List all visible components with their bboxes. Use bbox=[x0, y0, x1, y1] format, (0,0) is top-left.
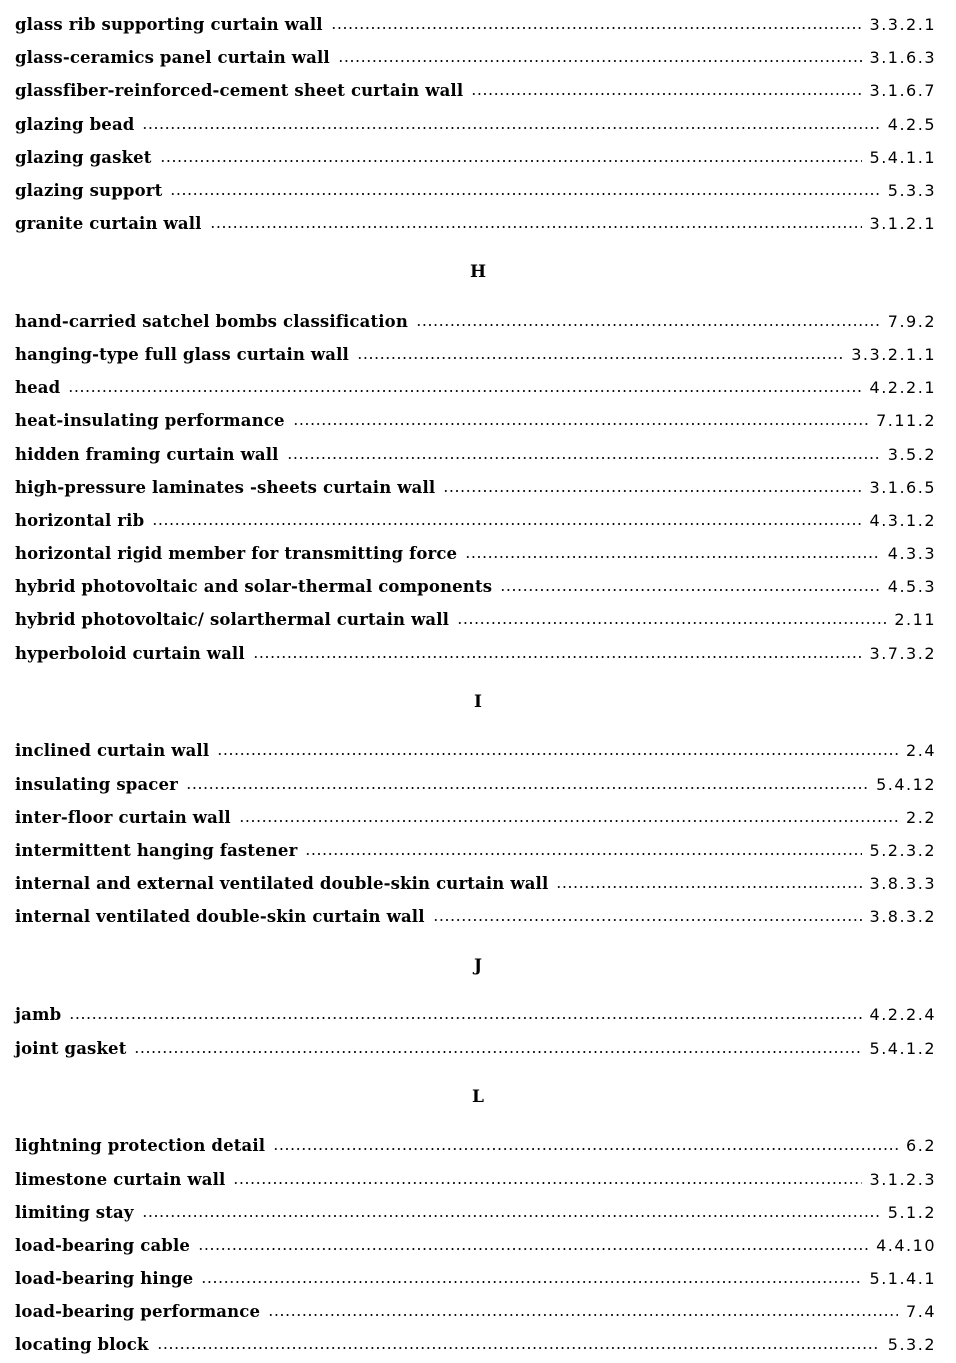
index-clause-ref: 5.1.4.1 bbox=[869, 1268, 936, 1288]
index-term: glazing gasket bbox=[15, 147, 152, 167]
index-clause-ref: 7.4 bbox=[906, 1301, 936, 1321]
index-clause-ref: 5.4.12 bbox=[876, 774, 936, 794]
index-term: intermittent hanging fastener bbox=[15, 840, 298, 860]
dot-leader bbox=[142, 127, 879, 129]
index-entry bbox=[15, 1132, 936, 1158]
index-term: hybrid photovoltaic and solar-thermal components bbox=[15, 576, 493, 596]
index-entry bbox=[15, 210, 936, 236]
index-term: jamb bbox=[15, 1004, 62, 1024]
dot-leader bbox=[433, 919, 862, 921]
index-term: horizontal rib bbox=[15, 510, 145, 530]
index-clause-ref: 3.3.2.1 bbox=[869, 14, 936, 34]
index-entry bbox=[15, 1035, 936, 1061]
index-term: limiting stay bbox=[15, 1202, 134, 1222]
dot-leader bbox=[338, 60, 862, 62]
index-term: insulating spacer bbox=[15, 774, 178, 794]
section-letter-heading: H bbox=[469, 262, 487, 282]
section-letter-heading: J bbox=[473, 956, 483, 976]
index-entry bbox=[15, 737, 936, 763]
dot-leader bbox=[170, 193, 879, 195]
dot-leader bbox=[233, 1182, 861, 1184]
index-entry bbox=[15, 1166, 936, 1192]
index-clause-ref: 4.5.3 bbox=[887, 576, 936, 596]
dot-leader bbox=[69, 1017, 861, 1019]
index-entry bbox=[15, 1001, 936, 1027]
index-clause-ref: 3.8.3.2 bbox=[869, 906, 936, 926]
dot-leader bbox=[198, 1248, 868, 1250]
dot-leader bbox=[210, 226, 862, 228]
dot-leader bbox=[268, 1314, 898, 1316]
index-clause-ref: 7.9.2 bbox=[887, 311, 936, 331]
index-clause-ref: 3.7.3.2 bbox=[869, 643, 936, 663]
index-entry bbox=[15, 77, 936, 103]
dot-leader bbox=[357, 357, 843, 359]
index-term: load-bearing hinge bbox=[15, 1268, 194, 1288]
index-clause-ref: 5.3.2 bbox=[887, 1334, 936, 1354]
index-term: glazing bead bbox=[15, 114, 135, 134]
dot-leader bbox=[471, 93, 861, 95]
dot-leader bbox=[556, 886, 861, 888]
index-entry bbox=[15, 1331, 936, 1357]
index-term: heat-insulating performance bbox=[15, 410, 285, 430]
dot-leader bbox=[253, 656, 862, 658]
dot-leader bbox=[305, 853, 861, 855]
index-clause-ref: 4.2.2.4 bbox=[869, 1004, 936, 1024]
index-term: glazing support bbox=[15, 180, 163, 200]
index-entry bbox=[15, 1298, 936, 1324]
index-clause-ref: 2.2 bbox=[906, 807, 936, 827]
dot-leader bbox=[293, 423, 869, 425]
index-clause-ref: 6.2 bbox=[906, 1135, 936, 1155]
section-letter-heading: L bbox=[472, 1087, 484, 1107]
index-entry bbox=[15, 1232, 936, 1258]
index-clause-ref: 4.4.10 bbox=[876, 1235, 936, 1255]
index-term: high-pressure laminates -sheets curtain wall bbox=[15, 477, 436, 497]
index-term: hybrid photovoltaic/ solarthermal curtain wall bbox=[15, 609, 450, 629]
index-clause-ref: 3.1.2.3 bbox=[869, 1169, 936, 1189]
index-clause-ref: 3.8.3.3 bbox=[869, 873, 936, 893]
index-clause-ref: 3.1.6.3 bbox=[869, 47, 936, 67]
index-term: load-bearing performance bbox=[15, 1301, 261, 1321]
index-clause-ref: 5.2.3.2 bbox=[869, 840, 936, 860]
dot-leader bbox=[465, 556, 880, 558]
index-clause-ref: 3.1.2.1 bbox=[869, 213, 936, 233]
index-entry bbox=[15, 11, 936, 37]
index-entry bbox=[15, 407, 936, 433]
index-entry bbox=[15, 1199, 936, 1225]
dot-leader bbox=[157, 1347, 880, 1349]
index-entry bbox=[15, 474, 936, 500]
index-clause-ref: 4.3.1.2 bbox=[869, 510, 936, 530]
index-entry bbox=[15, 540, 936, 566]
dot-leader bbox=[142, 1215, 880, 1217]
index-entry bbox=[15, 771, 936, 797]
index-clause-ref: 2.4 bbox=[906, 740, 936, 760]
index-term: granite curtain wall bbox=[15, 213, 202, 233]
index-clause-ref: 3.1.6.5 bbox=[869, 477, 936, 497]
dot-leader bbox=[443, 490, 861, 492]
index-entry bbox=[15, 341, 936, 367]
index-term: hanging-type full glass curtain wall bbox=[15, 344, 349, 364]
dot-leader bbox=[287, 457, 880, 459]
dot-leader bbox=[239, 820, 898, 822]
dot-leader bbox=[273, 1148, 898, 1150]
dot-leader bbox=[416, 324, 880, 326]
index-clause-ref: 5.3.3 bbox=[887, 180, 936, 200]
index-clause-ref: 7.11.2 bbox=[876, 410, 936, 430]
index-clause-ref: 5.4.1.1 bbox=[869, 147, 936, 167]
index-term: hyperboloid curtain wall bbox=[15, 643, 245, 663]
index-entry bbox=[15, 1265, 936, 1291]
index-term: head bbox=[15, 377, 61, 397]
index-clause-ref: 5.4.1.2 bbox=[869, 1038, 936, 1058]
index-entry bbox=[15, 606, 936, 632]
index-entry bbox=[15, 804, 936, 830]
index-entry bbox=[15, 837, 936, 863]
dot-leader bbox=[160, 160, 862, 162]
index-term: load-bearing cable bbox=[15, 1235, 191, 1255]
index-term: glass rib supporting curtain wall bbox=[15, 14, 323, 34]
index-entry bbox=[15, 903, 936, 929]
index-term: joint gasket bbox=[15, 1038, 127, 1058]
index-term: hidden framing curtain wall bbox=[15, 444, 279, 464]
index-term: glass-ceramics panel curtain wall bbox=[15, 47, 330, 67]
index-term: inter-floor curtain wall bbox=[15, 807, 231, 827]
index-entry bbox=[15, 44, 936, 70]
index-clause-ref: 4.2.2.1 bbox=[869, 377, 936, 397]
index-entry bbox=[15, 177, 936, 203]
index-entry bbox=[15, 507, 936, 533]
index-entry bbox=[15, 144, 936, 170]
index-entry bbox=[15, 441, 936, 467]
index-clause-ref: 3.1.6.7 bbox=[869, 80, 936, 100]
index-term: inclined curtain wall bbox=[15, 740, 210, 760]
index-term: horizontal rigid member for transmitting force bbox=[15, 543, 458, 563]
dot-leader bbox=[186, 787, 868, 789]
index-clause-ref: 4.2.5 bbox=[887, 114, 936, 134]
index-term: hand-carried satchel bombs classification bbox=[15, 311, 408, 331]
index-clause-ref: 4.3.3 bbox=[887, 543, 936, 563]
index-entry bbox=[15, 640, 936, 666]
dot-leader bbox=[68, 390, 861, 392]
dot-leader bbox=[457, 622, 886, 624]
index-clause-ref: 3.3.2.1.1 bbox=[851, 344, 936, 364]
index-term: locating block bbox=[15, 1334, 149, 1354]
index-entry bbox=[15, 111, 936, 137]
index-entry bbox=[15, 870, 936, 896]
dot-leader bbox=[201, 1281, 861, 1283]
index-entry bbox=[15, 308, 936, 334]
index-entry bbox=[15, 573, 936, 599]
index-clause-ref: 3.5.2 bbox=[887, 444, 936, 464]
index-term: glassfiber-reinforced-cement sheet curtain wall bbox=[15, 80, 464, 100]
dot-leader bbox=[217, 753, 898, 755]
index-clause-ref: 5.1.2 bbox=[887, 1202, 936, 1222]
index-entry bbox=[15, 374, 936, 400]
index-term: internal ventilated double-skin curtain wall bbox=[15, 906, 425, 926]
index-term: internal and external ventilated double-skin curtain wall bbox=[15, 873, 549, 893]
section-letter-heading: I bbox=[474, 692, 482, 712]
dot-leader bbox=[500, 589, 880, 591]
index-clause-ref: 2.11 bbox=[894, 609, 936, 629]
dot-leader bbox=[134, 1051, 861, 1053]
index-term: limestone curtain wall bbox=[15, 1169, 226, 1189]
index-term: lightning protection detail bbox=[15, 1135, 266, 1155]
dot-leader bbox=[152, 523, 861, 525]
dot-leader bbox=[331, 27, 862, 29]
